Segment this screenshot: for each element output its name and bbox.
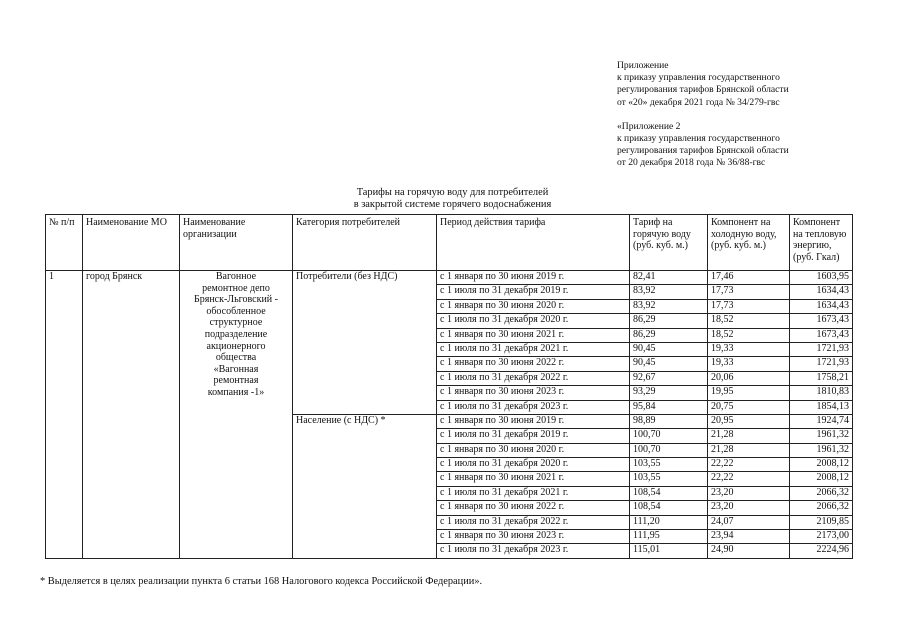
heat-energy-cell: 2008,12 — [790, 458, 853, 472]
heat-energy-cell: 1634,43 — [790, 285, 853, 299]
period-cell: с 1 января по 30 июня 2019 г. — [437, 414, 630, 428]
period-cell: с 1 июля по 31 декабря 2021 г. — [437, 342, 630, 356]
period-cell: с 1 января по 30 июня 2019 г. — [437, 271, 630, 285]
tariff-cell: 86,29 — [630, 328, 708, 342]
document-title — [0, 187, 905, 211]
period-cell: с 1 января по 30 июня 2022 г. — [437, 501, 630, 515]
cold-water-cell: 23,20 — [708, 486, 790, 500]
period-cell: с 1 июля по 31 декабря 2023 г. — [437, 544, 630, 558]
heat-energy-cell: 1810,83 — [790, 386, 853, 400]
cold-water-cell: 21,28 — [708, 443, 790, 457]
tariff-cell: 82,41 — [630, 271, 708, 285]
heat-energy-cell: 1673,43 — [790, 328, 853, 342]
tariff-cell: 83,92 — [630, 285, 708, 299]
period-cell: с 1 января по 30 июня 2020 г. — [437, 299, 630, 313]
period-cell: с 1 января по 30 июня 2020 г. — [437, 443, 630, 457]
heat-energy-cell: 2224,96 — [790, 544, 853, 558]
heat-energy-cell: 2066,32 — [790, 501, 853, 515]
heat-energy-cell: 1924,74 — [790, 414, 853, 428]
heat-energy-cell: 2066,32 — [790, 486, 853, 500]
heat-energy-cell: 1603,95 — [790, 271, 853, 285]
appendix-line: Приложение — [617, 60, 669, 71]
tariff-cell: 100,70 — [630, 443, 708, 457]
heat-energy-cell: 1673,43 — [790, 314, 853, 328]
tariff-cell: 103,55 — [630, 472, 708, 486]
column-header: Компонент на холодную воду, (руб. куб. м.) — [708, 215, 790, 271]
cold-water-cell: 19,33 — [708, 357, 790, 371]
cold-water-cell: 17,46 — [708, 271, 790, 285]
heat-energy-cell: 1854,13 — [790, 400, 853, 414]
cold-water-cell: 17,73 — [708, 299, 790, 313]
column-header: Период действия тарифа — [437, 215, 630, 271]
cold-water-cell: 18,52 — [708, 328, 790, 342]
column-header: Наименование организации — [180, 215, 293, 271]
cold-water-cell: 21,28 — [708, 429, 790, 443]
title-line: Тарифы на горячую воду для потребителей — [356, 187, 549, 198]
cold-water-cell: 22,22 — [708, 458, 790, 472]
period-cell: с 1 июля по 31 декабря 2019 г. — [437, 285, 630, 299]
tariff-cell: 86,29 — [630, 314, 708, 328]
title-line: в закрытой системе горячего водоснабжения — [353, 199, 552, 210]
appendix-line: регулирования тарифов Брянской области — [617, 84, 789, 96]
appendix-line: к приказу управления государственного — [617, 133, 780, 145]
cold-water-cell: 18,52 — [708, 314, 790, 328]
cold-water-cell: 19,33 — [708, 342, 790, 356]
heat-energy-cell: 1721,93 — [790, 342, 853, 356]
footnote: * Выделяется в целях реализации пункта 6 статьи 168 Налогового кодекса Российской Федерации». — [40, 576, 483, 587]
heat-energy-cell: 2109,85 — [790, 515, 853, 529]
heat-energy-cell: 2173,00 — [790, 530, 853, 544]
cold-water-cell: 24,07 — [708, 515, 790, 529]
tariff-cell: 90,45 — [630, 342, 708, 356]
tariff-cell: 95,84 — [630, 400, 708, 414]
row-number-cell: 1 — [46, 271, 83, 559]
organization-cell: Вагонное ремонтное депо Брянск-Льговский - обособленное структурное подразделение акционерного общества «Вагонная ремонтная компания -1» — [180, 271, 293, 559]
heat-energy-cell: 1758,21 — [790, 371, 853, 385]
period-cell: с 1 июля по 31 декабря 2019 г. — [437, 429, 630, 443]
cold-water-cell: 22,22 — [708, 472, 790, 486]
column-header: Тариф на горячую воду (руб. куб. м.) — [630, 215, 708, 271]
table-body — [46, 271, 853, 559]
spacer — [617, 109, 897, 121]
category-cell: Население (с НДС) * — [293, 414, 437, 558]
tariff-cell: 100,70 — [630, 429, 708, 443]
cold-water-cell: 23,20 — [708, 501, 790, 515]
tariff-cell: 111,20 — [630, 515, 708, 529]
heat-energy-cell: 2008,12 — [790, 472, 853, 486]
heat-energy-cell: 1961,32 — [790, 429, 853, 443]
period-cell: с 1 июля по 31 декабря 2022 г. — [437, 515, 630, 529]
cold-water-cell: 20,75 — [708, 400, 790, 414]
period-cell: с 1 июля по 31 декабря 2020 г. — [437, 314, 630, 328]
period-cell: с 1 января по 30 июня 2021 г. — [437, 328, 630, 342]
heat-energy-cell: 1634,43 — [790, 299, 853, 313]
tariff-cell: 103,55 — [630, 458, 708, 472]
tariff-cell: 90,45 — [630, 357, 708, 371]
period-cell: с 1 июля по 31 декабря 2022 г. — [437, 371, 630, 385]
column-header: Наименование МО — [83, 215, 180, 271]
category-cell: Потребители (без НДС) — [293, 271, 437, 415]
appendix-line: от «20» декабря 2021 года № 34/279-гвс — [617, 96, 780, 108]
tariff-cell: 108,54 — [630, 486, 708, 500]
tariff-cell: 92,67 — [630, 371, 708, 385]
period-cell: с 1 января по 30 июня 2021 г. — [437, 472, 630, 486]
period-cell: с 1 июля по 31 декабря 2020 г. — [437, 458, 630, 472]
tariff-cell: 111,95 — [630, 530, 708, 544]
tariff-cell: 115,01 — [630, 544, 708, 558]
period-cell: с 1 июля по 31 декабря 2023 г. — [437, 400, 630, 414]
tariff-cell: 108,54 — [630, 501, 708, 515]
tariff-cell: 83,92 — [630, 299, 708, 313]
table-row — [46, 271, 853, 285]
column-header: № п/п — [46, 215, 83, 271]
mo-cell: город Брянск — [83, 271, 180, 559]
period-cell: с 1 июля по 31 декабря 2021 г. — [437, 486, 630, 500]
cold-water-cell: 24,90 — [708, 544, 790, 558]
appendix-header — [617, 60, 897, 170]
period-cell: с 1 января по 30 июня 2023 г. — [437, 386, 630, 400]
column-header: Компонент на тепловую энергию, (руб. Гкал) — [790, 215, 853, 271]
appendix-line: от 20 декабря 2018 года № 36/88-гвс — [617, 157, 766, 169]
heat-energy-cell: 1721,93 — [790, 357, 853, 371]
period-cell: с 1 января по 30 июня 2023 г. — [437, 530, 630, 544]
cold-water-cell: 17,73 — [708, 285, 790, 299]
appendix-line: «Приложение 2 — [617, 120, 681, 132]
period-cell: с 1 января по 30 июня 2022 г. — [437, 357, 630, 371]
heat-energy-cell: 1961,32 — [790, 443, 853, 457]
cold-water-cell: 20,95 — [708, 414, 790, 428]
tariff-cell: 98,89 — [630, 414, 708, 428]
tariff-cell: 93,29 — [630, 386, 708, 400]
cold-water-cell: 23,94 — [708, 530, 790, 544]
tariff-table — [45, 214, 853, 559]
appendix-line: к приказу управления государственного — [617, 72, 780, 84]
appendix-line: регулирования тарифов Брянской области — [617, 145, 789, 157]
table-header-row — [46, 215, 853, 271]
column-header: Категория потребителей — [293, 215, 437, 271]
cold-water-cell: 20,06 — [708, 371, 790, 385]
cold-water-cell: 19,95 — [708, 386, 790, 400]
